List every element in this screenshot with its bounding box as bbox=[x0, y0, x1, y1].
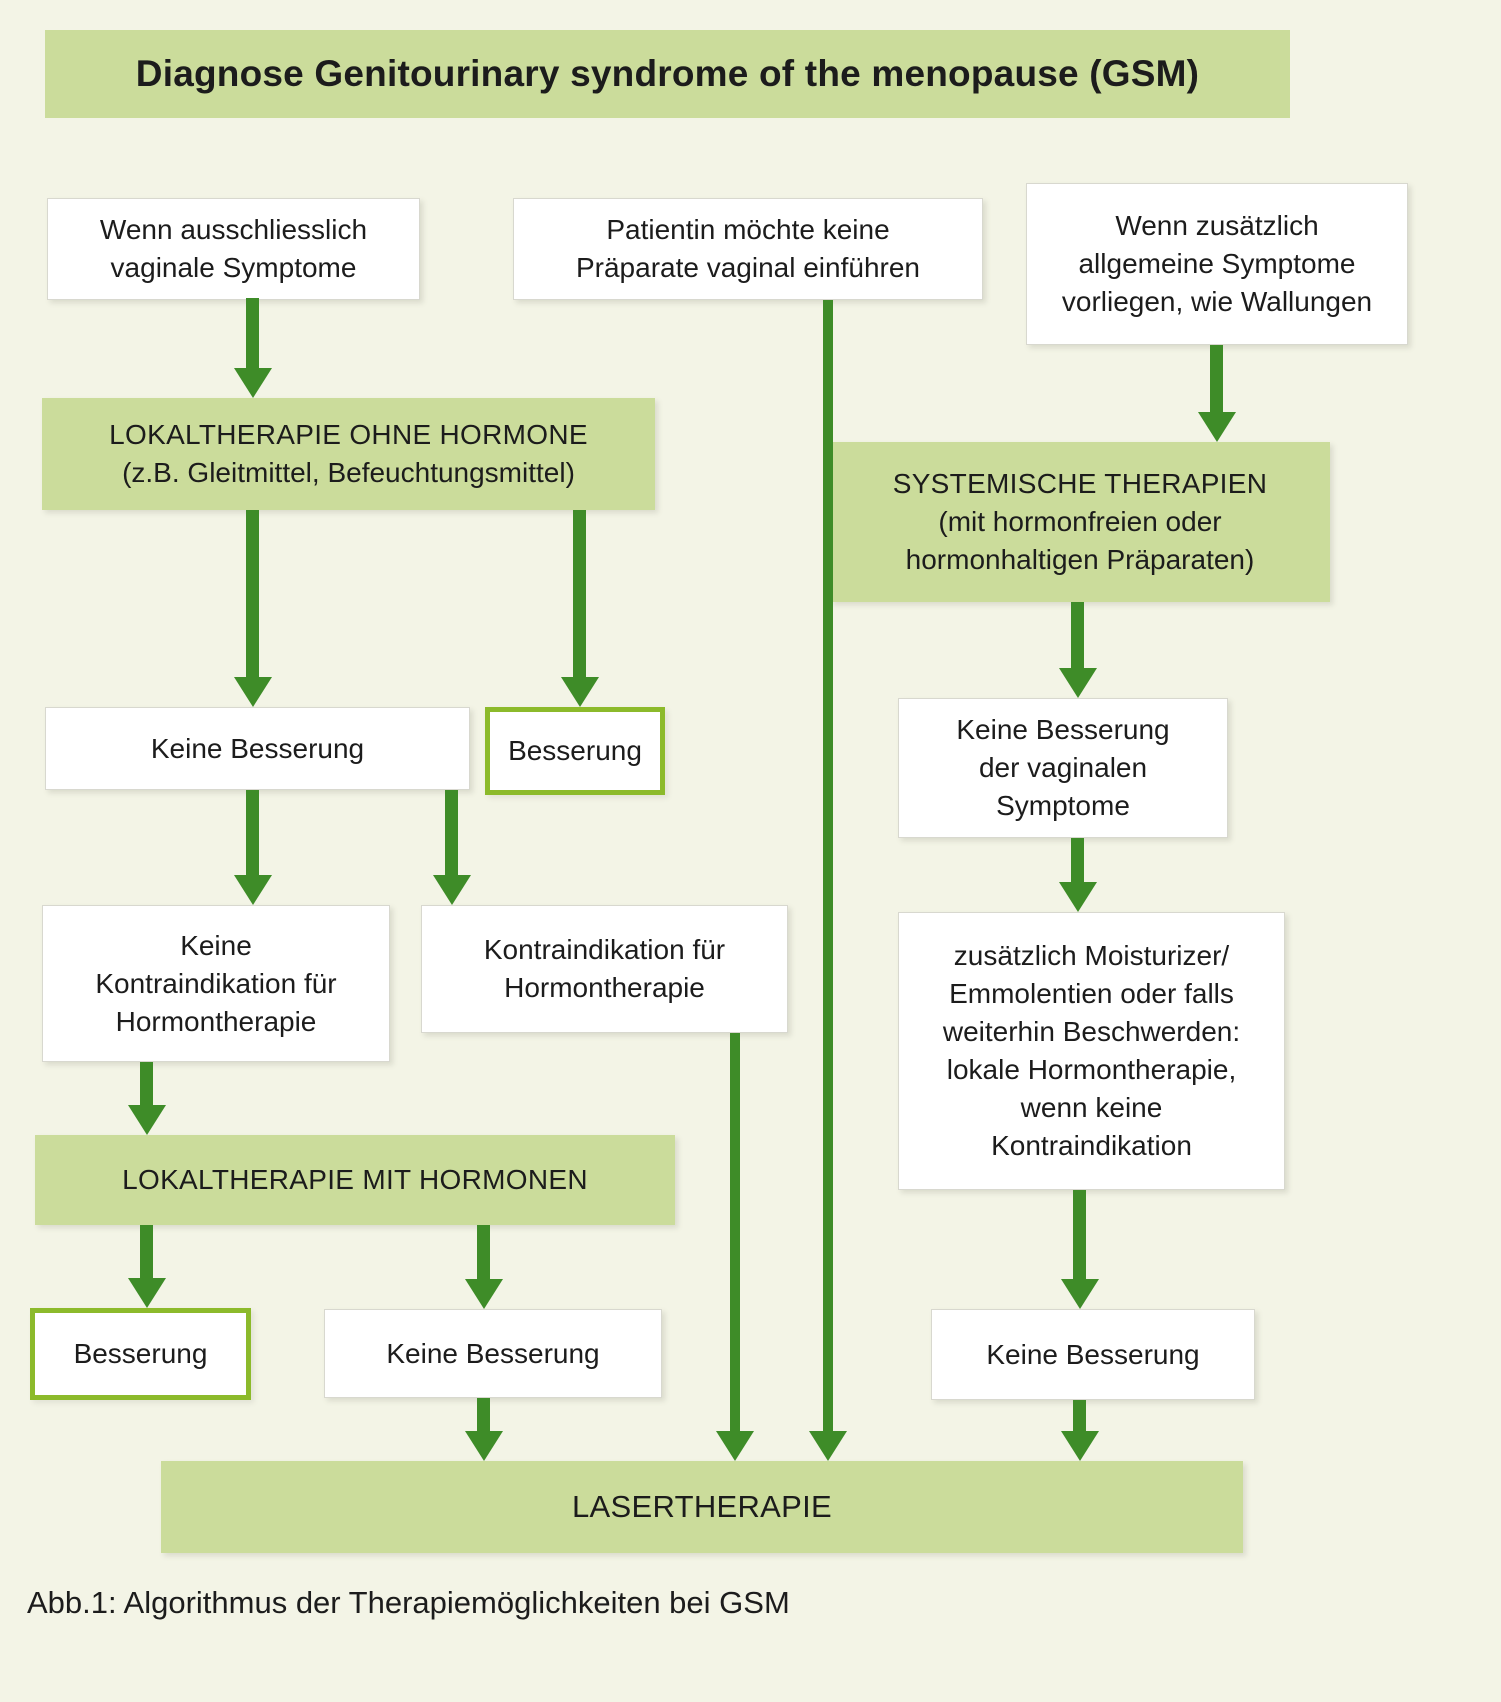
text-line: wenn keine bbox=[1020, 1092, 1163, 1123]
text-line: vaginale Symptome bbox=[110, 252, 357, 283]
text-line: Diagnose Genitourinary syndrome of the menopause (GSM) bbox=[135, 53, 1200, 94]
node-condition-no-vaginal-insertion bbox=[513, 198, 983, 300]
arrow-moisturizer-to-no-improvement bbox=[1073, 1190, 1086, 1279]
arrow-no-vaginal-insertion-to-laser bbox=[823, 300, 833, 1431]
text-line: Abb.1: Algorithmus der Therapiemöglichkeiten bei GSM bbox=[27, 1585, 790, 1620]
node-condition-vaginal-only bbox=[47, 198, 420, 300]
text-line: Präparate vaginal einführen bbox=[575, 252, 920, 283]
text-line: Wenn zusätzlich bbox=[1115, 210, 1319, 241]
node-no-improvement-vaginal bbox=[898, 698, 1228, 838]
text-line: Hormontherapie bbox=[115, 1005, 317, 1037]
text-line: Hormontherapie bbox=[504, 972, 705, 1003]
text-line: hormonhaltigen Präparaten) bbox=[905, 544, 1255, 575]
text-line: der vaginalen bbox=[978, 752, 1148, 783]
text-line: zusätzlich Moisturizer/ bbox=[953, 940, 1230, 971]
arrow-no-improvement-vaginal-to-moisturizer bbox=[1071, 838, 1084, 882]
node-no-improvement-2 bbox=[324, 1309, 662, 1398]
node-systemic-therapies bbox=[830, 442, 1330, 602]
text-line: LASERTHERAPIE bbox=[571, 1489, 833, 1524]
node-moisturizer-advice bbox=[898, 912, 1285, 1190]
text-line: Kontraindikation für bbox=[483, 934, 726, 965]
text-line: Keine Besserung bbox=[150, 732, 365, 764]
node-improvement-1 bbox=[485, 707, 665, 795]
node-improvement-2 bbox=[30, 1308, 251, 1400]
text-line: lokale Hormontherapie, bbox=[946, 1054, 1237, 1085]
flowchart-title bbox=[45, 30, 1290, 118]
text-line: Besserung bbox=[508, 735, 642, 766]
text-line: Keine Besserung bbox=[986, 1338, 1200, 1370]
text-line: Besserung bbox=[73, 1338, 208, 1369]
text-line: (z.B. Gleitmittel, Befeuchtungsmittel) bbox=[122, 457, 575, 488]
text-line: LOKALTHERAPIE MIT HORMONEN bbox=[122, 1164, 588, 1195]
arrow-local-no-hormones-to-no-improvement bbox=[246, 510, 259, 677]
node-laser-therapy bbox=[161, 1461, 1243, 1553]
node-no-contraindication bbox=[42, 905, 390, 1062]
text-line: allgemeine Symptome bbox=[1078, 248, 1356, 279]
node-condition-general-symptoms bbox=[1026, 183, 1408, 345]
arrow-local-hormones-to-improvement bbox=[140, 1225, 153, 1278]
text-line: Kontraindikation bbox=[991, 1130, 1192, 1161]
arrow-local-hormones-to-no-improvement bbox=[477, 1225, 490, 1279]
arrow-no-improvement-to-no-contraindication bbox=[246, 790, 259, 875]
text-line: Kontraindikation für bbox=[95, 967, 337, 999]
node-local-therapy-hormones bbox=[35, 1135, 675, 1225]
figure-caption bbox=[27, 1585, 790, 1621]
arrow-no-improvement-to-contraindication bbox=[445, 790, 458, 875]
arrow-vaginal-to-local-no-hormones bbox=[246, 298, 259, 368]
node-local-therapy-no-hormones bbox=[42, 398, 655, 510]
text-line: LOKALTHERAPIE OHNE HORMONE bbox=[109, 419, 588, 450]
text-line: SYSTEMISCHE THERAPIEN bbox=[892, 468, 1268, 499]
node-no-improvement-3 bbox=[931, 1309, 1255, 1400]
text-line: Keine bbox=[180, 929, 252, 961]
arrow-contraindication-to-laser bbox=[730, 1033, 740, 1431]
arrow-systemic-to-no-improvement-vaginal bbox=[1071, 602, 1084, 668]
text-line: Patientin möchte keine bbox=[606, 214, 890, 245]
node-no-improvement-1 bbox=[45, 707, 470, 790]
text-line: (mit hormonfreien oder bbox=[938, 506, 1222, 537]
arrow-right-no-improvement-to-laser bbox=[1073, 1400, 1086, 1431]
text-line: vorliegen, wie Wallungen bbox=[1061, 286, 1373, 317]
node-contraindication bbox=[421, 905, 788, 1033]
text-line: Keine Besserung bbox=[956, 714, 1170, 745]
text-line: Wenn ausschliesslich bbox=[99, 214, 368, 245]
arrow-no-improvement-to-laser bbox=[477, 1398, 490, 1431]
text-line: weiterhin Beschwerden: bbox=[942, 1016, 1241, 1047]
arrow-no-contraindication-to-local-hormones bbox=[140, 1062, 153, 1105]
text-line: Keine Besserung bbox=[386, 1337, 600, 1369]
arrow-general-symptoms-to-systemic bbox=[1210, 345, 1223, 412]
text-line: Emmolentien oder falls bbox=[949, 978, 1234, 1009]
arrow-local-no-hormones-to-improvement bbox=[573, 510, 586, 677]
text-line: Symptome bbox=[996, 790, 1130, 821]
